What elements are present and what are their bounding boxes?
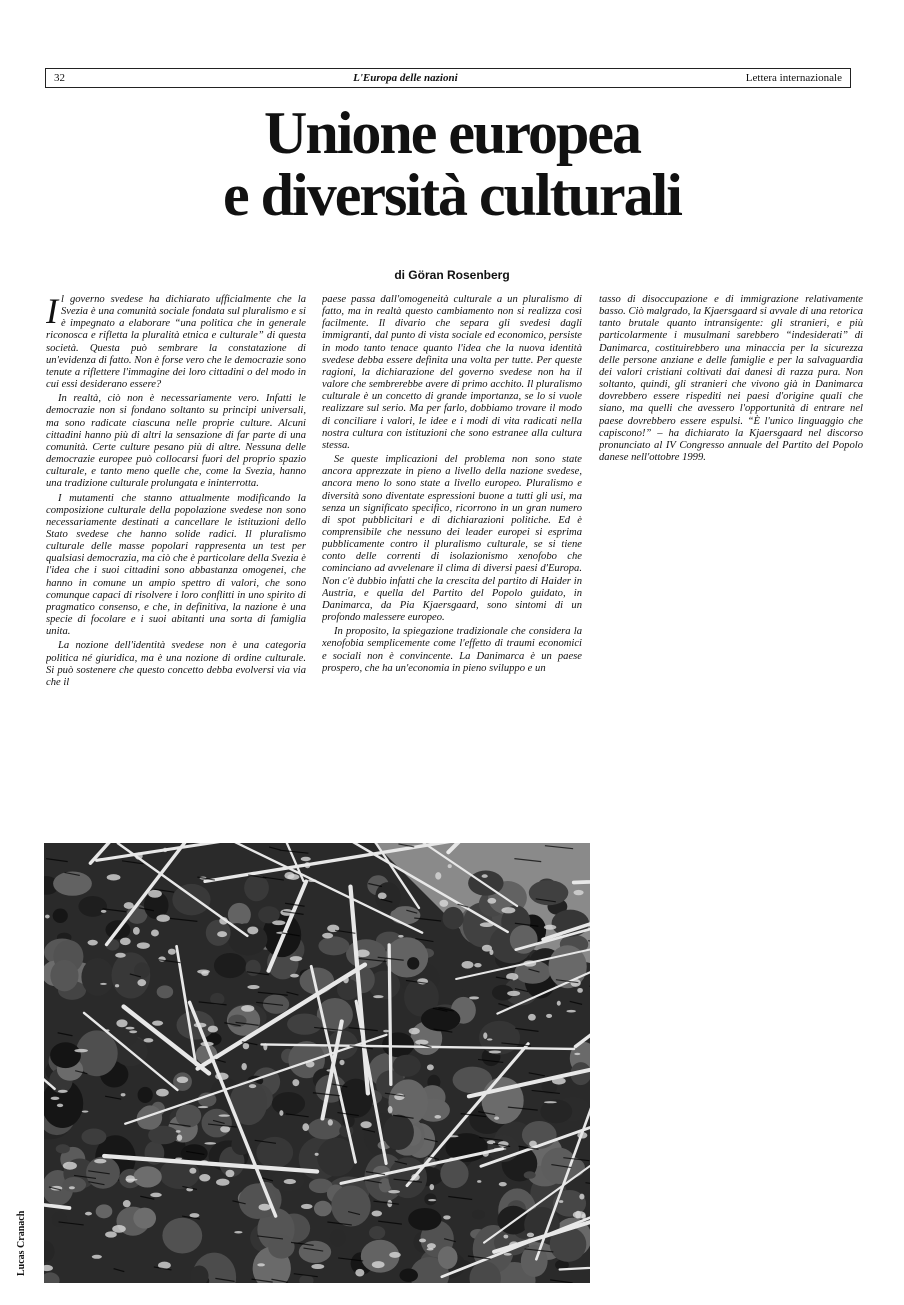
paragraph-text: I mutamenti che stanno attualmente modificando la composizione culturale della popolazione svedese non sono necessariamente destinati a cancellare le istituzioni dello Stato svedese che hanno solide radici. Il pluralismo culturale delle masse popolari rappresenta un test per qualsiasi democrazia, ma ciò che è particolare della Svezia è l'idea che i suoi cittadini sono abbastanza omogenei, che hanno in comune un ampio spettro di valori, che sono comunque capaci di risolvere i loro conflitti in uno spirito di pragmatico consenso, e che, in definitiva, la nazione è una specie di focolare e i suoi abitanti una sorta di famiglia unita. bbox=[46, 492, 306, 638]
article-column-2 bbox=[322, 294, 582, 834]
paragraph bbox=[322, 294, 582, 452]
paragraph-text: paese passa dall'omogeneità culturale a un pluralismo di fatto, ma in realtà questo cambiamento non si realizza così facilmente. Il divario che separa gli svedesi dagli immigranti, dal punto di vista sociale ed economico, persiste in modo tanto tenace quanto l'idea che la nuova identità svedese debba essere definita una volta per tutte. Per queste ragioni, la dichiarazione del governo svedese non ha il valore che sembrerebbe avere di primo acchito. Il pluralismo culturale è un concetto di grande importanza, se lo si vuole realizzare sul serio. Ma per farlo, dobbiamo trovare il modo di conciliare i valori, le idee e i modi di vita radicati nella nostra cultura con istituzioni che sono estranee alla cultura stessa. bbox=[322, 294, 582, 451]
paragraph-text: La nozione dell'identità svedese non è una categoria politica né giuridica, ma è una nozione di ordine culturale. Si può sostenere che questo concetto debba evolversi via via che il bbox=[46, 640, 306, 688]
running-header bbox=[45, 68, 851, 88]
article-title bbox=[0, 102, 904, 226]
battle-scene-artwork bbox=[44, 843, 590, 1283]
paragraph bbox=[46, 393, 306, 490]
paragraph bbox=[599, 294, 863, 464]
section-title: L'Europa delle nazioni bbox=[353, 72, 458, 84]
paragraph-text: l governo svedese ha dichiarato ufficialmente che la Svezia è una comunità sociale fondata sul pluralismo e si è impegnato a elaborare “una politica che in generale riconosca e rifletta la pluralità etnica e culturale” di questa società. Questa può sembrare la constatazione di un'evidenza di fatto. Non è forse vero che le democrazie sono tenute a riflettere l'immagine dei loro cittadini o del modo in cui essi desiderano essere? bbox=[46, 294, 306, 391]
paragraph-text: Se queste implicazioni del problema non sono state ancora apprezzate in pieno a livello della nazione svedese, ancora meno lo sono state a livello europeo. Pluralismo e diversità sono diventate espressioni buone a tutti gli usi, ma senza un significato specifico, ricorrono in un gran numero di spot pubblicitari e di dichiarazioni politiche. Ed è comprensibile che nessuno dei leader europei si esprima pubblicamente contro il pluralismo culturale, se si tiene conto delle correnti di isolazionismo xenofobo che cominciano ad avvelenare il clima di diversi paesi d'Europa. Non c'è dubbio infatti che la crescita del partito di Haider in Austria, e quella del Partito del Popolo guidato, in Danimarca, da Pia Kjaersgaard, sono sintomi di un profondo malessere europeo. bbox=[322, 454, 582, 624]
woodcut-illustration bbox=[44, 843, 590, 1283]
publication-name: Lettera internazionale bbox=[745, 72, 842, 84]
page-number: 32 bbox=[54, 72, 65, 84]
paragraph bbox=[322, 626, 582, 675]
paragraph bbox=[322, 454, 582, 624]
paragraph bbox=[46, 493, 306, 639]
article-column-3 bbox=[599, 294, 863, 1286]
title-line-2: e diversità culturali bbox=[223, 162, 681, 228]
paragraph bbox=[46, 640, 306, 689]
article-column-1 bbox=[46, 294, 306, 834]
byline: di Göran Rosenberg bbox=[394, 268, 510, 282]
paragraph-text: In realtà, ciò non è necessariamente vero. Infatti le democrazie non si fondano soltanto su principi universali, ma sono radicate ciascuna nelle proprie culture. Alcuni cittadini hanno più di altri la sensazione di far parte di una comunità. Certe culture pesano più di altre. Nessuna delle democrazie europee può collocarsi fuori del proprio spazio culturale, e tanto meno quelle che, come la Svezia, hanno una tradizione culturale prolungata e ininterrotta. bbox=[46, 393, 306, 490]
image-credit: Lucas Cranach bbox=[16, 1210, 27, 1276]
title-line-1: Unione europea bbox=[264, 100, 640, 166]
paragraph-text: In proposito, la spiegazione tradizionale che considera la xenofobia semplicemente come l'effetto di traumi economici e sociali non è convincente. La Danimarca è un paese prospero, che ha un'economia in pieno sviluppo e un bbox=[322, 626, 582, 674]
paragraph-text: tasso di disoccupazione e di immigrazione relativamente basso. Ciò malgrado, la Kjaersgaard si avvale di una retorica tanto brutale quanto intransigente: gli stranieri, e più particolarmente i musulmani sarebbero “indesiderati” di Danimarca, costituirebbero una minaccia per la sicurezza delle persone anziane e delle famiglie e per la salvaguardia dei valori cristiani coltivati dai danesi di razza pura. Non soltanto, quindi, gli stranieri che vivono già in Danimarca dovrebbero essere rispediti nei paesi d'origine quali che siano, ma quelli che avessero l'opportunità di entrare nel paese dovrebbero essere espulsi. “È l'unico linguaggio che capiscono!” – ha dichiarato la Kjaersgaard nel discorso pronunciato al IV Congresso annuale del Partito del Popolo danese nell'ottobre 1999. bbox=[599, 294, 863, 464]
paragraph bbox=[46, 294, 306, 391]
drop-cap: I bbox=[46, 294, 58, 331]
